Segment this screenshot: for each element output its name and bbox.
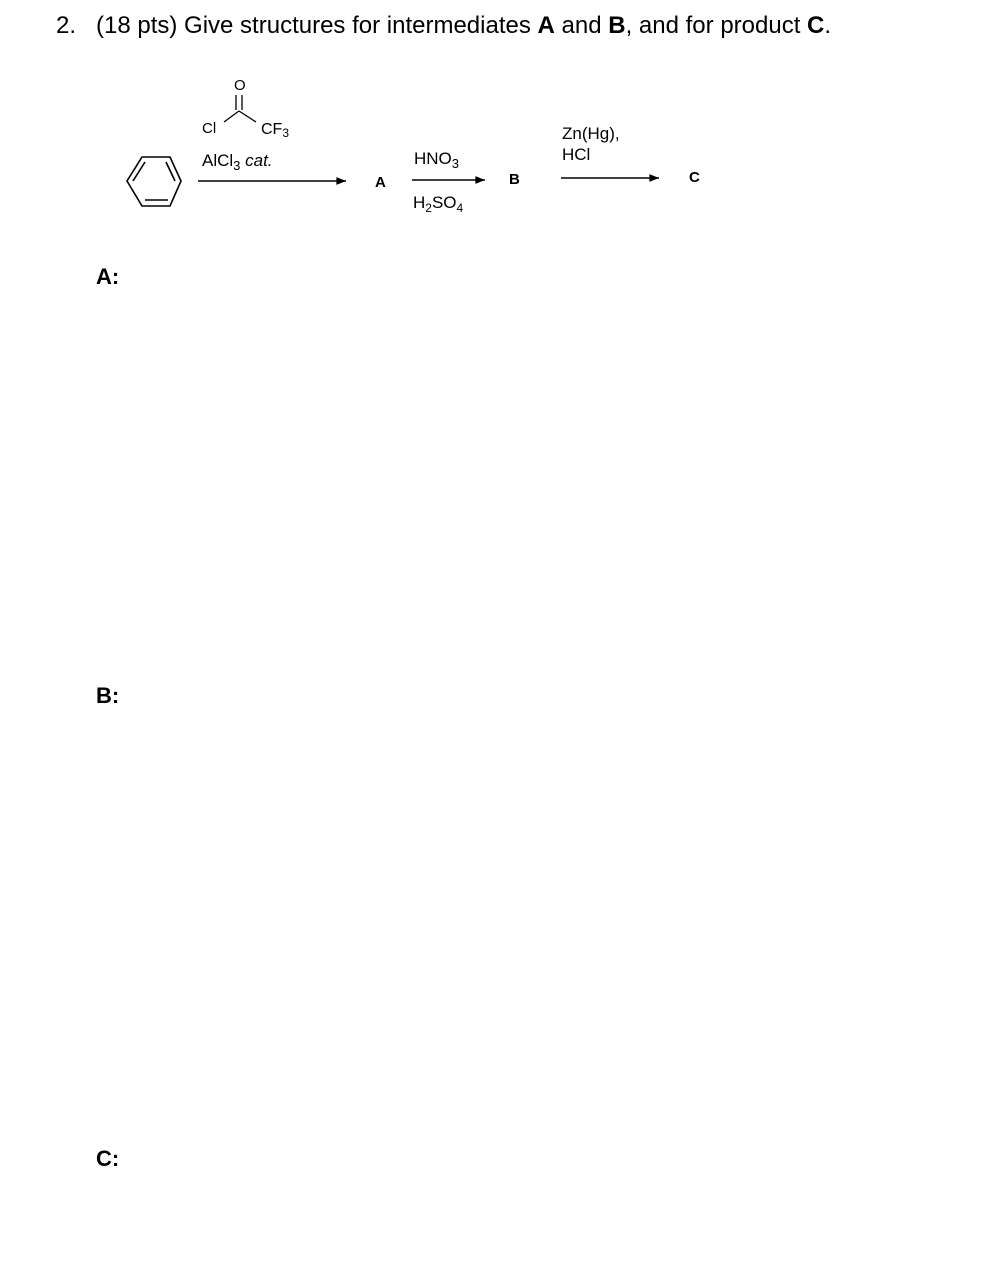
question-points: (18 pts) — [96, 12, 178, 39]
answer-b-label: B: — [96, 683, 120, 708]
cf3-subscript: 3 — [282, 126, 290, 140]
intermediate-a-label: A — [375, 174, 386, 191]
h2so4-h: H — [413, 193, 426, 212]
answer-c-label: C: — [96, 1146, 120, 1171]
nitric-acid-label — [414, 149, 459, 171]
question-text-3: , and for product — [625, 12, 808, 39]
acyl-chloride-structure — [202, 77, 289, 140]
clemmensen-reagent-line1: Zn(Hg), — [562, 124, 620, 143]
question-bold-a: A — [537, 12, 555, 39]
cf3-main: CF — [261, 121, 283, 138]
question-text-2: and — [554, 12, 609, 39]
clemmensen-reagent-line2: HCl — [562, 145, 591, 164]
catalyst-suffix: cat. — [240, 151, 273, 170]
hno3-main: HNO — [414, 149, 452, 168]
carbonyl-oxygen-label: O — [234, 77, 246, 94]
answer-a-label: A: — [96, 264, 120, 289]
benzene-structure — [127, 157, 181, 206]
h2so4-so-subscript: 4 — [456, 201, 464, 215]
intermediate-b-label: B — [509, 171, 520, 188]
cf3-label — [261, 121, 289, 140]
question-text-1: Give structures for intermediates — [177, 12, 538, 39]
catalyst-label — [202, 151, 273, 173]
question-bold-c: C — [807, 12, 825, 39]
question-text-4: . — [824, 12, 832, 39]
h2so4-h-subscript: 2 — [425, 201, 432, 215]
h2so4-so: SO — [431, 193, 457, 212]
product-c-label: C — [689, 169, 700, 186]
reaction-scheme — [0, 0, 1006, 240]
chloride-label: Cl — [202, 120, 217, 137]
question-number: 2. — [56, 12, 77, 39]
alcl3-subscript: 3 — [233, 158, 241, 173]
sulfuric-acid-label — [413, 193, 464, 215]
hno3-subscript: 3 — [451, 156, 460, 171]
alcl3-main: AlCl — [202, 151, 234, 170]
question-bold-b: B — [608, 12, 626, 39]
